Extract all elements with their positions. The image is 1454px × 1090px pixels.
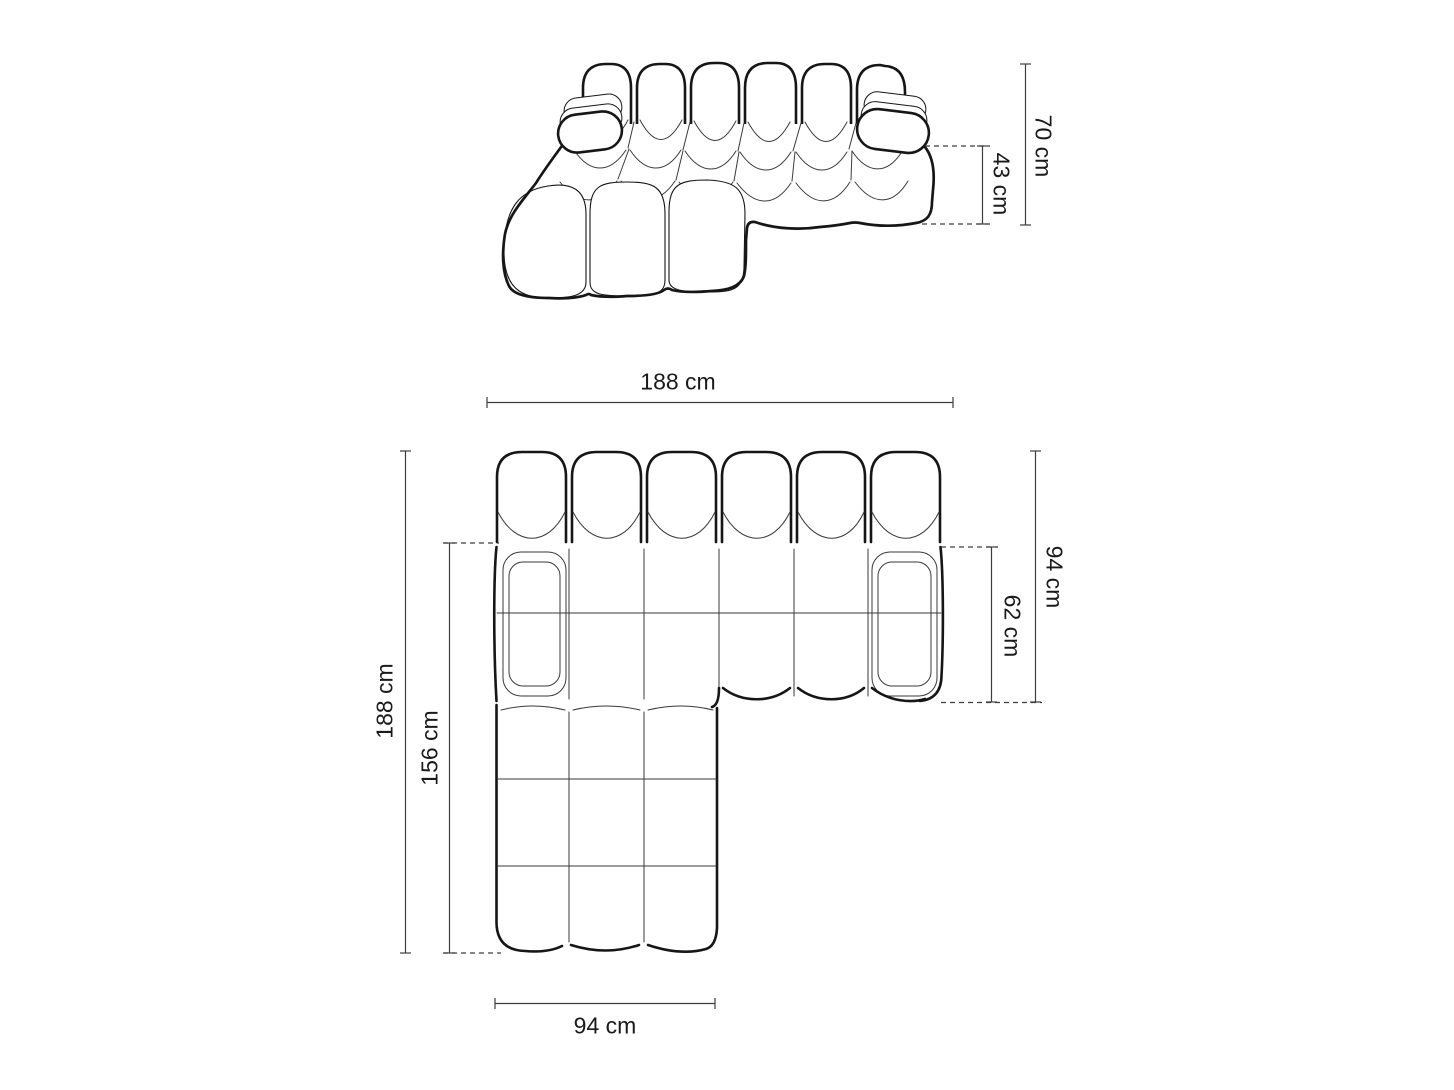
plan-seat-seams [497, 549, 941, 699]
plan-backrest-cushions [497, 452, 940, 542]
dim-line-total-depth [400, 451, 411, 953]
dim-line-seat-depth [986, 547, 997, 702]
label-chaise-length: 156 cm [416, 710, 443, 786]
dim-line-body-depth [1030, 451, 1041, 702]
dim-line-seat-height [977, 146, 988, 224]
label-total-depth: 188 cm [371, 663, 398, 739]
right-armrest [855, 90, 931, 155]
chaise-front-cushions [504, 180, 745, 298]
label-total-height: 70 cm [1030, 114, 1057, 178]
dim-extension-plan [443, 543, 1042, 953]
label-body-depth: 94 cm [1041, 545, 1068, 609]
left-armrest [556, 93, 624, 155]
plan-chaise [497, 705, 718, 952]
dim-line-total-height [1020, 64, 1031, 225]
dim-line-chaise-length [444, 543, 455, 953]
dim-line-chaise-width [495, 998, 715, 1009]
label-seat-height: 43 cm [988, 152, 1015, 216]
perspective-view [503, 63, 934, 298]
dim-line-total-width [487, 397, 953, 408]
plan-backrest-scallops [498, 512, 939, 538]
label-total-width: 188 cm [640, 368, 716, 395]
label-seat-depth: 62 cm [999, 594, 1026, 658]
label-chaise-width: 94 cm [573, 1012, 637, 1039]
plan-view [494, 452, 943, 952]
